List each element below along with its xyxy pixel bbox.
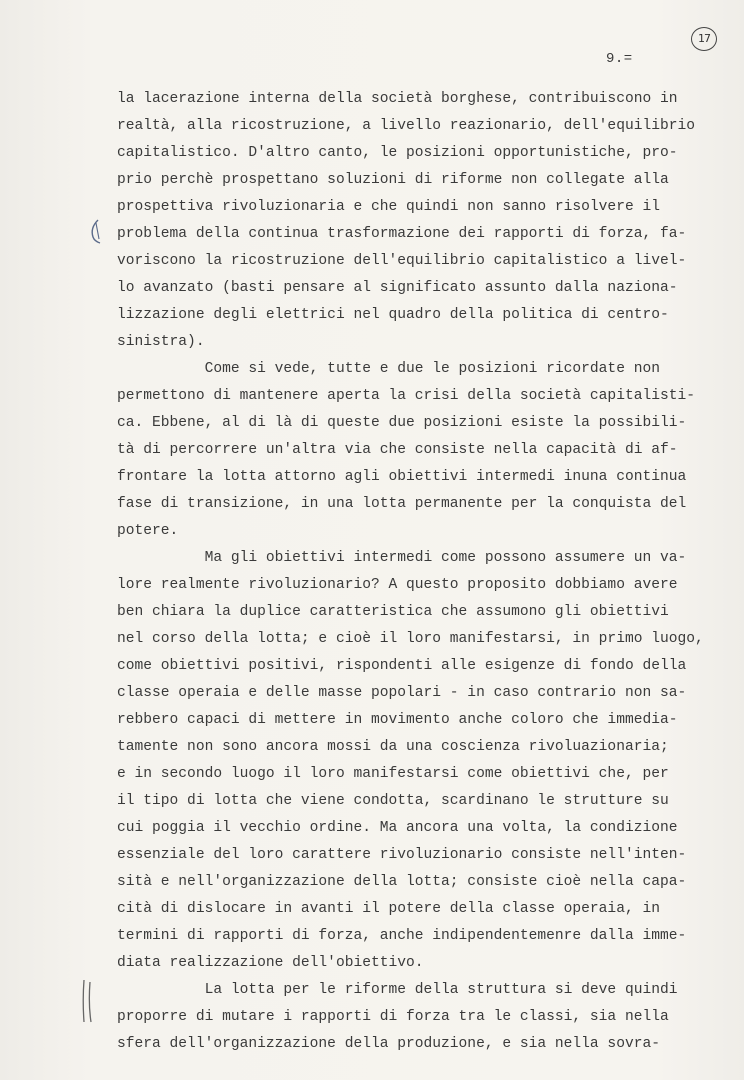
page-number: 9.=: [606, 51, 633, 67]
margin-double-line-mark-icon: [80, 978, 96, 1024]
text-line: termini di rapporti di forza, anche indipendentemenre dalla imme-: [117, 928, 687, 944]
text-line: diata realizzazione dell'obiettivo.: [117, 955, 424, 971]
text-line: Ma gli obiettivi intermedi come possono assumere un va-: [117, 550, 687, 566]
text-line: proporre di mutare i rapporti di forza tra le classi, sia nella: [117, 1009, 669, 1025]
text-line: potere.: [117, 523, 179, 539]
text-line: lore realmente rivoluzionario? A questo proposito dobbiamo avere: [117, 577, 678, 593]
text-line: ben chiara la duplice caratteristica che assumono gli obiettivi: [117, 604, 669, 620]
text-line: La lotta per le riforme della struttura si deve quindi: [117, 982, 678, 998]
text-line: problema della continua trasformazione dei rapporti di forza, fa-: [117, 226, 687, 242]
text-line: voriscono la ricostruzione dell'equilibrio capitalistico a livel-: [117, 253, 687, 269]
text-line: permettono di mantenere aperta la crisi della società capitalisti-: [117, 388, 696, 404]
text-line: sità e nell'organizzazione della lotta; consiste cioè nella capa-: [117, 874, 687, 890]
text-line: classe operaia e delle masse popolari - in caso contrario non sa-: [117, 685, 687, 701]
text-line: lo avanzato (basti pensare al significato assunto dalla naziona-: [117, 280, 678, 296]
page-stamp: 17: [691, 27, 717, 51]
text-line: sfera dell'organizzazione della produzione, e sia nella sovra-: [117, 1036, 660, 1052]
text-line: come obiettivi positivi, rispondenti alle esigenze di fondo della: [117, 658, 687, 674]
text-line: lizzazione degli elettrici nel quadro della politica di centro-: [117, 307, 669, 323]
text-line: ca. Ebbene, al di là di queste due posizioni esiste la possibili-: [117, 415, 687, 431]
text-line: il tipo di lotta che viene condotta, scardinano le strutture su: [117, 793, 669, 809]
text-line: cità di dislocare in avanti il potere della classe operaia, in: [117, 901, 660, 917]
text-line: capitalistico. D'altro canto, le posizioni opportunistiche, pro-: [117, 145, 678, 161]
text-line: realtà, alla ricostruzione, a livello reazionario, dell'equilibrio: [117, 118, 696, 134]
text-line: fase di transizione, in una lotta permanente per la conquista del: [117, 496, 687, 512]
text-line: prio perchè prospettano soluzioni di riforme non collegate alla: [117, 172, 669, 188]
body-text: [117, 86, 707, 1058]
text-line: essenziale del loro carattere rivoluzionario consiste nell'inten-: [117, 847, 687, 863]
text-line: prospettiva rivoluzionaria e che quindi non sanno risolvere il: [117, 199, 660, 215]
margin-pencil-mark-icon: [88, 219, 104, 245]
text-line: Come si vede, tutte e due le posizioni ricordate non: [117, 361, 660, 377]
text-line: sinistra).: [117, 334, 205, 350]
text-line: tamente non sono ancora mossi da una coscienza rivoluazionaria;: [117, 739, 669, 755]
text-line: nel corso della lotta; e cioè il loro manifestarsi, in primo luogo,: [117, 631, 704, 647]
text-line: cui poggia il vecchio ordine. Ma ancora una volta, la condizione: [117, 820, 678, 836]
text-line: e in secondo luogo il loro manifestarsi come obiettivi che, per: [117, 766, 669, 782]
text-line: frontare la lotta attorno agli obiettivi intermedi inuna continua: [117, 469, 687, 485]
text-line: tà di percorrere un'altra via che consiste nella capacità di af-: [117, 442, 678, 458]
text-line: la lacerazione interna della società borghese, contribuiscono in: [117, 91, 678, 107]
text-line: rebbero capaci di mettere in movimento anche coloro che immedia-: [117, 712, 678, 728]
